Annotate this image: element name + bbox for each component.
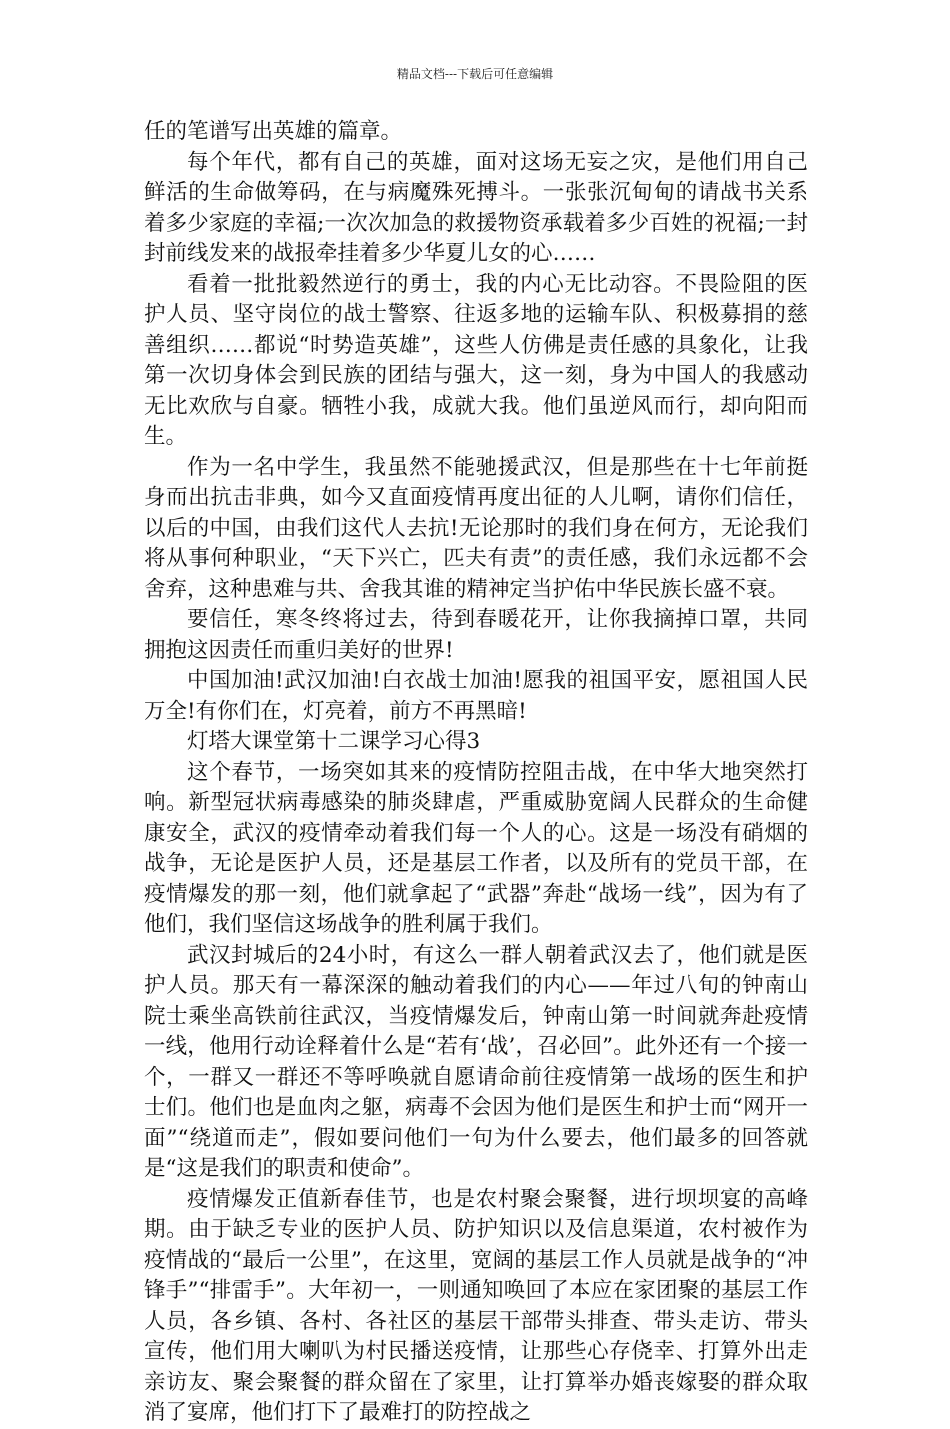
paragraph: 这个春节，一场突如其来的疫情防控阻击战，在中华大地突然打响。新型冠状病毒感染的肺炎肆虐，严重威胁宽阔人民群众的生命健康安全，武汉的疫情牵动着我们每一个人的心。这是一场没有硝烟的战争，无论是医护人员，还是基层工作者，以及所有的党员干部，在疫情爆发的那一刻，他们就拿起了“武器”奔赴“战场一线”，因为有了他们，我们坚信这场战争的胜利属于我们。 — [144, 759, 808, 937]
paragraph: 疫情爆发正值新春佳节，也是农村聚会聚餐，进行坝坝宴的高峰期。由于缺乏专业的医护人员、防护知识以及信息渠道，农村被作为疫情战的“最后一公里”，在这里，宽阔的基层工作人员就是战争的“冲锋手”“排雷手”。大年初一，一则通知唤回了本应在家团聚的基层工作人员，各乡镇、各村、各社区的基层干部带头排查、带头走访、带头宣传，他们用大喇叭为村民播送疫情，让那些心存侥幸、打算外出走亲访友、聚会聚餐的群众留在了家里，让打算举办婚丧嫁娶的群众取消了宴席，他们打下了最难打的防控战之 — [144, 1186, 808, 1425]
paragraph: 武汉封城后的24小时，有这么一群人朝着武汉去了，他们就是医护人员。那天有一幕深深的触动着我们的内心——年过八旬的钟南山院士乘坐高铁前往武汉，当疫情爆发后，钟南山第一时间就奔赴疫情一线，他用行动诠释着什么是“若有‘战’，召必回”。此外还有一个接一个，一群又一群还不等呼唤就自愿请命前往疫情第一战场的医生和护士们。他们也是血肉之躯，病毒不会因为他们是医生和护士而“网开一面”“绕道而走”，假如要问他们一句为什么要去，他们最多的回答就是“这是我们的职责和使命”。 — [144, 942, 808, 1181]
paragraph: 中国加油!武汉加油!白衣战士加油!愿我的祖国平安，愿祖国人民万全!有你们在，灯亮着，前方不再黑暗! — [144, 668, 808, 724]
paragraph: 每个年代，都有自己的英雄，面对这场无妄之灾，是他们用自己鲜活的生命做筹码，在与病魔殊死搏斗。一张张沉甸甸的请战书关系着多少家庭的幸福;一次次加急的救援物资承载着多少百姓的祝福;一封封前线发来的战报牵挂着多少华夏儿女的心…… — [144, 149, 808, 266]
paragraph: 要信任，寒冬终将过去，待到春暖花开，让你我摘掉口罩，共同拥抱这因责任而重归美好的世界! — [144, 607, 808, 663]
paragraph: 作为一名中学生，我虽然不能驰援武汉，但是那些在十七年前挺身而出抗击非典，如今又直面疫情再度出征的人儿啊，请你们信任，以后的中国，由我们这代人去抗!无论那时的我们身在何方，无论我们将从事何种职业，“天下兴亡，匹夫有责”的责任感，我们永远都不会舍弃，这种患难与共、舍我其谁的精神定当护佑中华民族长盛不衰。 — [144, 454, 808, 602]
page-header: 精品文档---下载后可任意编辑 — [396, 67, 554, 81]
section-heading: 灯塔大课堂第十二课学习心得3 — [187, 729, 481, 754]
paragraph: 任的笔谱写出英雄的篇章。 — [144, 119, 403, 144]
document-body — [144, 117, 808, 1429]
paragraph: 看着一批批毅然逆行的勇士，我的内心无比动容。不畏险阻的医护人员、坚守岗位的战士警察、往返多地的运输车队、积极募捐的慈善组织……都说“时势造英雄”，这些人仿佛是责任感的具象化，让我第一次切身体会到民族的团结与强大，这一刻，身为中国人的我感动无比欢欣与自豪。牺牲小我，成就大我。他们虽逆风而行，却向阳而生。 — [144, 271, 808, 449]
